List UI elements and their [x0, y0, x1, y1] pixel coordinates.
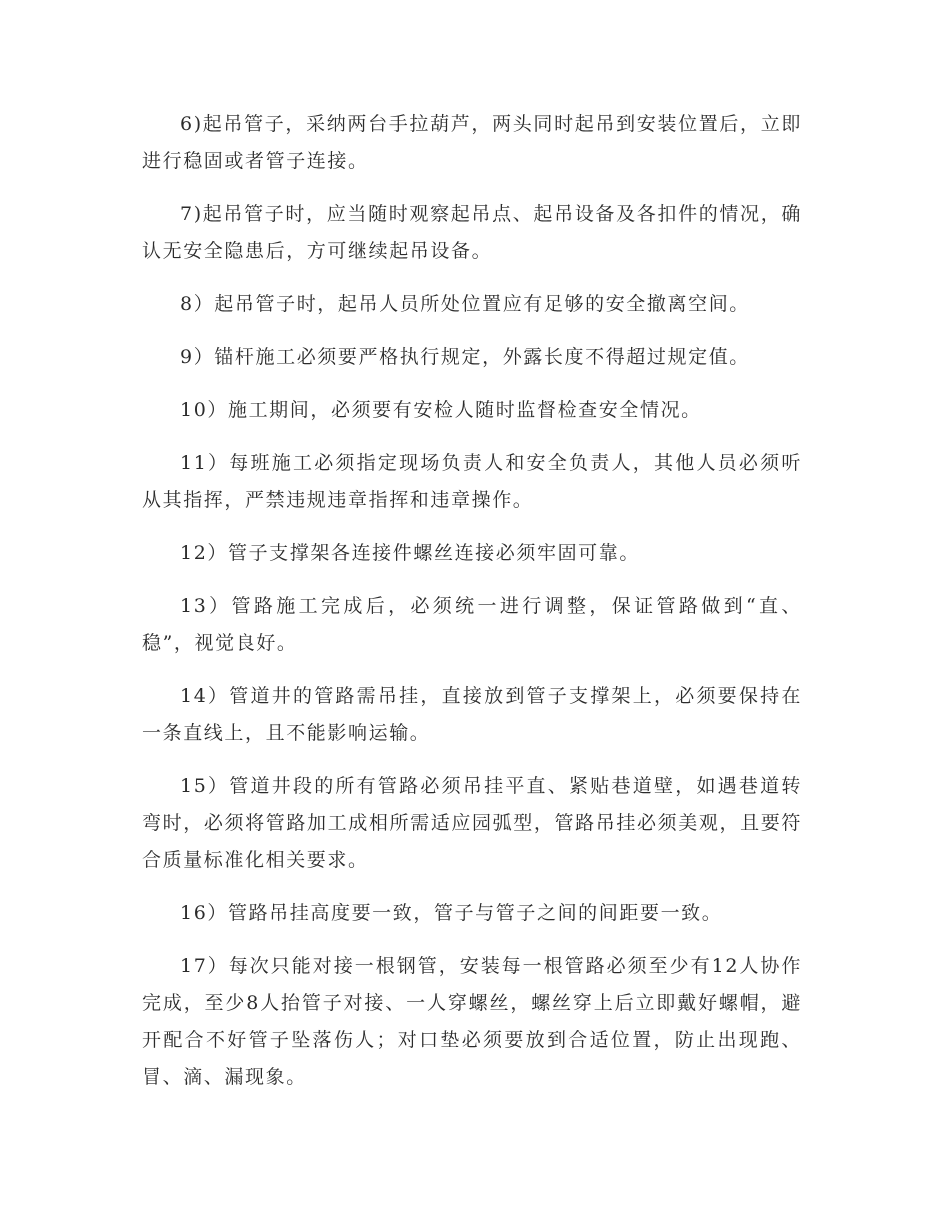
paragraph-item-17: 17）每次只能对接一根钢管，安装每一根管路必须至少有12人协作完成，至少8人抬管子对接、一人穿螺丝，螺丝穿上后立即戴好螺帽，避开配合不好管子坠落伤人；对口垫必须要放到合适位置，防止出现跑、冒、滴、漏现象。 — [142, 955, 802, 1088]
paragraph-item-10: 10）施工期间，必须要有安检人随时监督检查安全情况。 — [180, 399, 702, 421]
paragraph-item-11: 11）每班施工必须指定现场负责人和安全负责人，其他人员必须听从其指挥，严禁违规违章指挥和违章操作。 — [142, 452, 802, 511]
paragraph-item-6: 6)起吊管子，采纳两台手拉葫芦，两头同时起吊到安装位置后，立即进行稳固或者管子连接。 — [142, 113, 802, 172]
paragraph-item-14: 14）管道井的管路需吊挂，直接放到管子支撑架上，必须要保持在一条直线上，且不能影响运输。 — [142, 685, 802, 744]
paragraph-item-12: 12）管子支撑架各连接件螺丝连接必须牢固可靠。 — [180, 542, 640, 564]
paragraph-item-7: 7)起吊管子时，应当随时观察起吊点、起吊设备及各扣件的情况，确认无安全隐患后，方可继续起吊设备。 — [142, 203, 802, 262]
paragraph-item-8: 8）起吊管子时，起吊人员所处位置应有足够的安全撤离空间。 — [180, 293, 750, 315]
paragraph-item-13: 13）管路施工完成后，必须统一进行调整，保证管路做到“直、稳”，视觉良好。 — [142, 595, 802, 654]
document-body — [142, 106, 802, 1112]
paragraph-item-15: 15）管道井段的所有管路必须吊挂平直、紧贴巷道壁，如遇巷道转弯时，必须将管路加工成相所需适应园弧型，管路吊挂必须美观，且要符合质量标准化相关要求。 — [142, 775, 802, 871]
paragraph-item-9: 9）锚杆施工必须要严格执行规定，外露长度不得超过规定值。 — [180, 346, 750, 368]
paragraph-item-16: 16）管路吊挂高度要一致，管子与管子之间的间距要一致。 — [180, 902, 723, 924]
